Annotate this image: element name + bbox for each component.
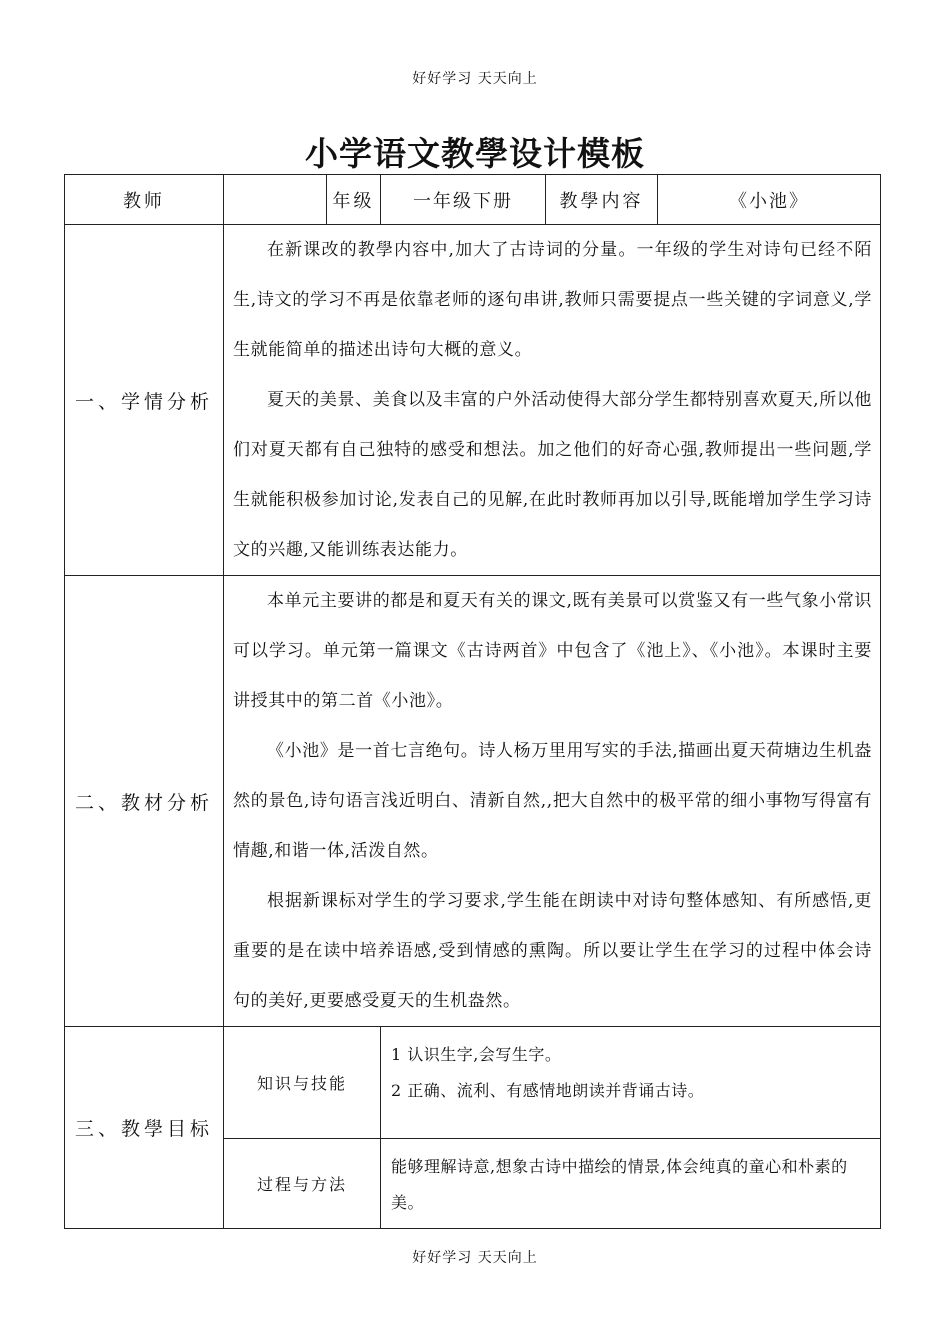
lesson-plan-table (64, 174, 881, 1229)
knowledge-skill-item: 1 认识生字,会写生字。 (391, 1045, 562, 1064)
learner-analysis-paragraph: 在新课改的教學内容中,加大了古诗词的分量。一年级的学生对诗句已经不陌生,诗文的学习不再是依靠老师的逐句串讲,教师只需要提点一些关键的字词意义,学生就能简单的描述出诗句大概的意义。 (233, 240, 873, 360)
grade-label: 年级 (332, 190, 375, 212)
grade-label-cell (327, 175, 381, 225)
knowledge-skills-body (381, 1027, 881, 1139)
teacher-label: 教师 (123, 190, 165, 212)
material-analysis-label: 二、教材分析 (65, 576, 224, 1027)
content-label: 教學内容 (559, 190, 644, 212)
knowledge-skills-row (65, 1027, 881, 1139)
knowledge-skills-label: 知识与技能 (224, 1027, 381, 1139)
info-row (65, 175, 881, 225)
material-analysis-body (224, 576, 881, 1027)
teaching-goals-label: 三、教學目标 (65, 1027, 224, 1229)
content-label-cell (546, 175, 658, 225)
page-header: 好好学习 天天向上 (412, 71, 538, 87)
process-method-body (381, 1139, 881, 1229)
process-method-label: 过程与方法 (224, 1139, 381, 1229)
knowledge-skill-item: 2 正确、流利、有感情地朗读并背诵古诗。 (391, 1081, 705, 1100)
learner-analysis-label: 一、学情分析 (65, 225, 224, 576)
teacher-label-cell (65, 175, 224, 225)
process-method-text: 能够理解诗意,想象古诗中描绘的情景,体会纯真的童心和朴素的美。 (391, 1157, 848, 1212)
page-title: 小学语文教學设计模板 (305, 134, 645, 173)
content-value: 《小池》 (729, 190, 810, 212)
material-analysis-paragraph: 根据新课标对学生的学习要求,学生能在朗读中对诗句整体感知、有所感悟,更重要的是在读中培养语感,受到情感的熏陶。所以要让学生在学习的过程中体会诗句的美好,更要感受夏天的生机盎然。 (233, 891, 873, 1011)
learner-analysis-body (224, 225, 881, 576)
learner-analysis-row (65, 225, 881, 576)
material-analysis-paragraph: 《小池》是一首七言绝句。诗人杨万里用写实的手法,描画出夏天荷塘边生机盎然的景色,诗句语言浅近明白、清新自然,,把大自然中的极平常的细小事物写得富有情趣,和谐一体,活泼自然。 (233, 741, 873, 861)
grade-value: 一年级下册 (413, 190, 514, 212)
learner-analysis-paragraph: 夏天的美景、美食以及丰富的户外活动使得大部分学生都特别喜欢夏天,所以他们对夏天都有自己独特的感受和想法。加之他们的好奇心强,教师提出一些问题,学生就能积极参加讨论,发表自己的见解,在此时教师再加以引导,既能增加学生学习诗文的兴趣,又能训练表达能力。 (233, 390, 873, 560)
content-value-cell (658, 175, 881, 225)
material-analysis-row (65, 576, 881, 1027)
page-footer: 好好学习 天天向上 (412, 1250, 538, 1266)
material-analysis-paragraph: 本单元主要讲的都是和夏天有关的课文,既有美景可以赏鉴又有一些气象小常识可以学习。单元第一篇课文《古诗两首》中包含了《池上》、《小池》。本课时主要讲授其中的第二首《小池》。 (233, 591, 873, 711)
grade-value-cell (381, 175, 546, 225)
teacher-value-cell (224, 175, 327, 225)
